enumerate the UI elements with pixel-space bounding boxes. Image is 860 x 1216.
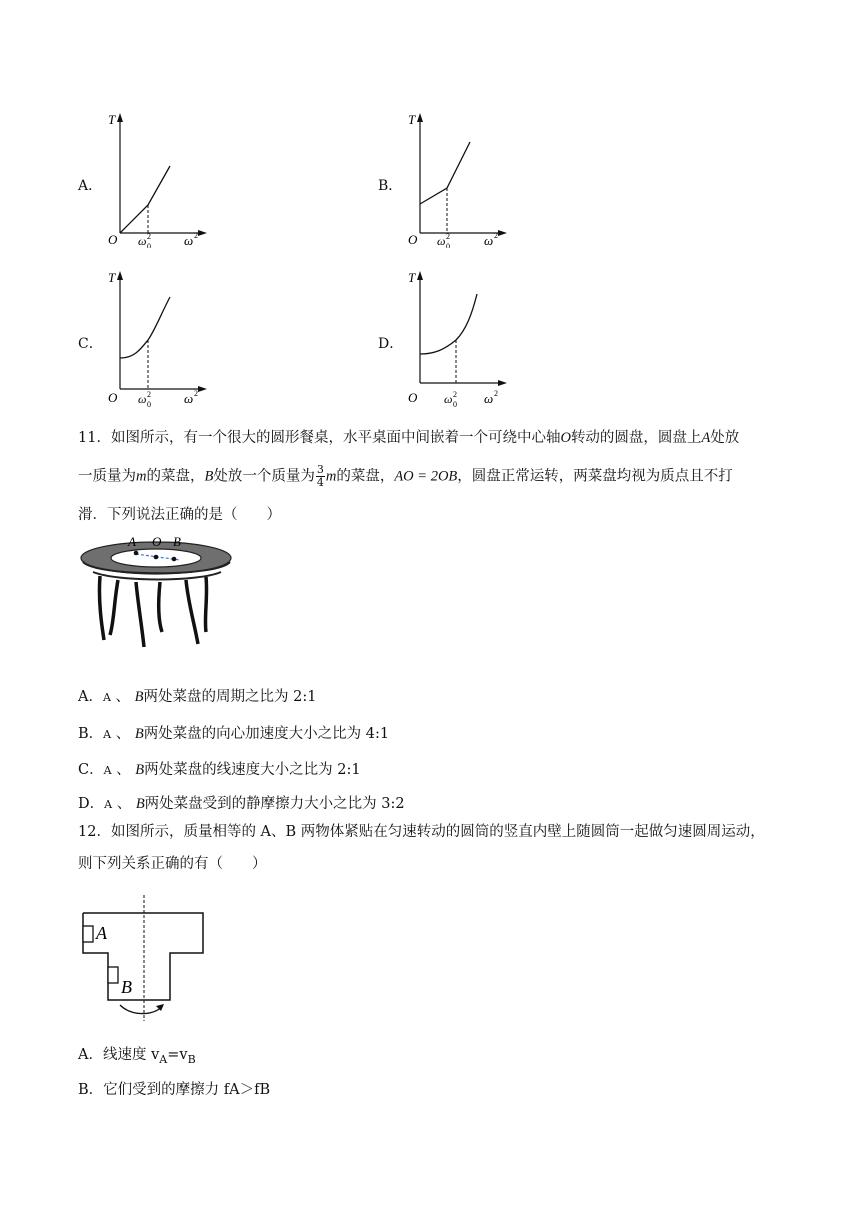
label-b: B — [173, 534, 181, 549]
svg-text:T: T — [408, 270, 416, 285]
graph-b — [400, 108, 510, 248]
label-b: B — [121, 977, 132, 997]
q11-line-3: 滑．下列说法正确的是（ ） — [78, 507, 281, 523]
label-a: A — [96, 923, 107, 943]
svg-text:0: 0 — [147, 242, 151, 248]
svg-text:2: 2 — [194, 231, 198, 240]
q11-line-2: 一质量为m的菜盘，B处放一个质量为 $\frac{3}{4}$ m的菜盘，AO = 2OB，圆盘正常运转，两菜盘均视为质点且不打 — [78, 463, 733, 489]
q12-line-2: 则下列关系正确的有（ ） — [78, 856, 267, 872]
origin-label: O — [108, 232, 118, 247]
svg-text:2: 2 — [494, 389, 498, 398]
round-table-figure — [78, 532, 238, 650]
q11-option-c[interactable]: C．A 、 B两处菜盘的线速度大小之比为 2:1 — [78, 762, 361, 778]
svg-text:O: O — [408, 390, 418, 405]
option-d-letter[interactable]: D． — [378, 336, 404, 352]
svg-text:2: 2 — [147, 232, 151, 241]
svg-text:ω: ω — [184, 391, 194, 406]
svg-text:ω: ω — [484, 233, 494, 248]
svg-text:O: O — [408, 232, 418, 247]
svg-text:T: T — [408, 112, 416, 127]
svg-text:0: 0 — [453, 400, 457, 409]
option-a-letter[interactable]: A． — [78, 178, 103, 194]
option-c-letter[interactable]: C． — [78, 336, 103, 352]
fraction-three-quarters: $\frac{3}{4}$ — [316, 463, 324, 489]
svg-text:2: 2 — [446, 232, 450, 241]
label-a: A — [128, 534, 136, 549]
svg-text:2: 2 — [494, 231, 498, 240]
q12-option-a[interactable]: A．线速度 $v_A=v_B$ — [78, 1047, 196, 1066]
graph-a — [100, 108, 210, 248]
label-o: O — [152, 534, 162, 549]
svg-text:ω: ω — [138, 392, 147, 406]
svg-text:2: 2 — [194, 389, 198, 398]
svg-text:2: 2 — [147, 390, 151, 399]
q12-option-b[interactable]: B．它们受到的摩擦力 fA＞fB — [78, 1082, 271, 1098]
svg-text:O: O — [108, 390, 118, 405]
q11-line-1: 11．如图所示，有一个很大的圆形餐桌，水平桌面中间嵌着一个可绕中心轴O转动的圆盘，圆盘上A处放 — [78, 430, 740, 446]
q11-option-d[interactable]: D．A 、 B两处菜盘受到的静摩擦力大小之比为 3:2 — [78, 796, 405, 812]
svg-text:0: 0 — [147, 400, 151, 409]
graph-c — [100, 266, 210, 411]
q12-line-1: 12．如图所示，质量相等的 A、B 两物体紧贴在匀速转动的圆筒的竖直内壁上随圆筒一起做匀速圆周运动， — [78, 824, 765, 840]
svg-text:ω: ω — [437, 234, 446, 248]
cylinder-figure — [78, 893, 208, 1028]
svg-text:ω: ω — [444, 392, 453, 406]
svg-text:T: T — [108, 270, 116, 285]
svg-text:2: 2 — [453, 390, 457, 399]
svg-text:ω: ω — [138, 234, 147, 248]
svg-text:0: 0 — [446, 242, 450, 248]
option-b-letter[interactable]: B． — [378, 178, 403, 194]
svg-text:ω: ω — [484, 391, 494, 406]
svg-text:ω: ω — [184, 233, 194, 248]
y-axis-label: T — [108, 112, 116, 127]
q11-option-b[interactable]: B．A 、 B两处菜盘的向心加速度大小之比为 4:1 — [78, 726, 390, 742]
graph-d — [400, 266, 510, 411]
q11-option-a[interactable]: A．A 、 B两处菜盘的周期之比为 2:1 — [78, 689, 317, 705]
